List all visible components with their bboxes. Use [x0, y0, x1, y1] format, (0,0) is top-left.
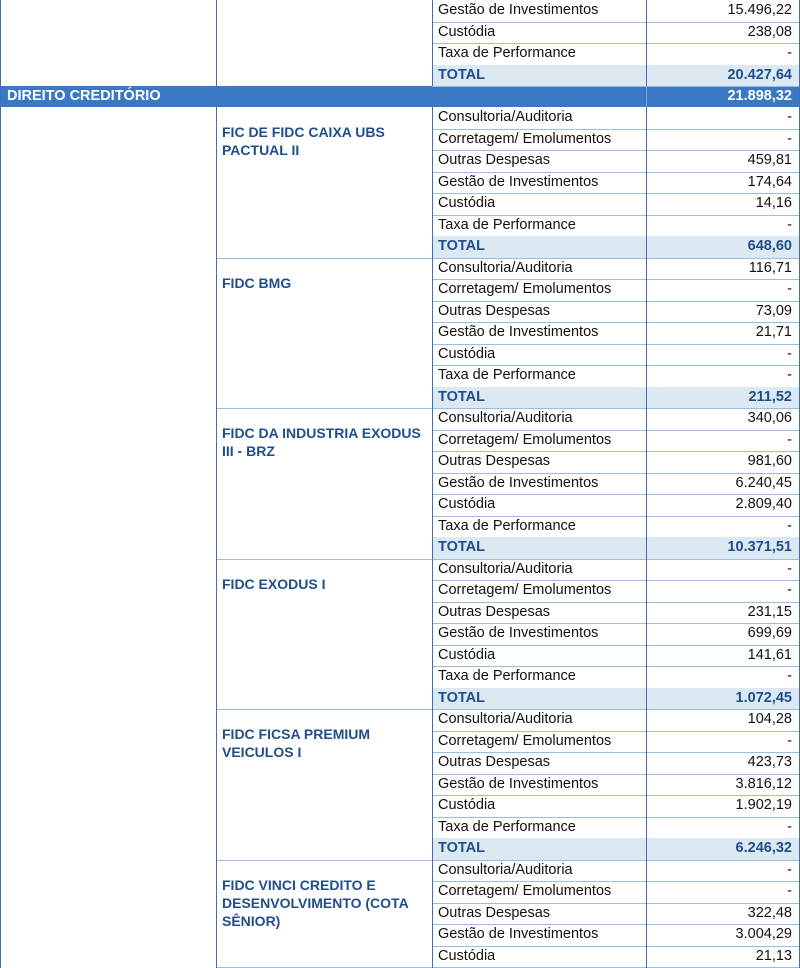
column-line: [646, 107, 647, 968]
total-label: TOTAL: [438, 840, 485, 856]
total-row: [432, 688, 800, 710]
expense-value: 231,15: [747, 603, 792, 620]
total-value: 20.427,64: [727, 66, 792, 83]
expense-value: 699,69: [747, 625, 792, 641]
total-row: [432, 387, 800, 409]
expense-label: Taxa de Performance: [438, 517, 576, 534]
expense-value: 104,28: [747, 711, 792, 727]
column-line: [216, 0, 217, 86]
expense-row: [432, 645, 800, 667]
column-line: [216, 107, 217, 968]
expense-label: Consultoria/Auditoria: [438, 560, 573, 577]
expense-row: [432, 924, 800, 946]
expense-value: -: [787, 109, 792, 125]
expense-row: [432, 752, 800, 774]
expense-value: -: [787, 345, 792, 362]
expense-label: Taxa de Performance: [438, 367, 576, 383]
total-label: TOTAL: [438, 388, 485, 405]
expense-row: [432, 774, 800, 796]
expense-label: Gestão de Investimentos: [438, 474, 599, 491]
expense-label: Outras Despesas: [438, 603, 551, 620]
expense-value: 981,60: [747, 453, 792, 469]
expense-row: [432, 516, 800, 538]
expense-label: Corretagem/ Emolumentos: [438, 582, 612, 598]
total-value: 648,60: [747, 238, 792, 254]
column-line: [646, 0, 647, 86]
expense-row: [432, 623, 800, 645]
expense-row: [432, 903, 800, 925]
expense-row: [432, 22, 800, 44]
expense-row: [432, 451, 800, 473]
expense-label: Gestão de Investimentos: [438, 173, 599, 190]
total-label: TOTAL: [438, 238, 485, 254]
expense-value: 21,71: [755, 324, 792, 340]
expense-row: [432, 860, 800, 882]
expense-label: Corretagem/ Emolumentos: [438, 732, 612, 749]
expense-value: 322,48: [747, 904, 792, 921]
expense-row: [432, 666, 800, 688]
expense-value: -: [787, 45, 792, 61]
expense-row: [432, 43, 800, 65]
expense-label: Custódia: [438, 797, 496, 813]
expense-value: -: [787, 367, 792, 383]
expense-value: -: [787, 732, 792, 749]
expense-label: Custódia: [438, 646, 496, 663]
expense-row: [432, 473, 800, 495]
expense-value: 73,09: [755, 302, 792, 319]
fund-divider: [216, 709, 432, 710]
expense-label: Consultoria/Auditoria: [438, 711, 573, 727]
expense-label: Outras Despesas: [438, 302, 551, 319]
expense-value: 3.004,29: [735, 926, 792, 942]
expense-label: Consultoria/Auditoria: [438, 861, 573, 878]
expense-label: Outras Despesas: [438, 453, 551, 469]
expense-row: [432, 946, 800, 968]
expense-row: [432, 709, 800, 731]
expense-value: -: [787, 281, 792, 297]
fund-name: FIC DE FIDC CAIXA UBS PACTUAL II: [222, 124, 385, 158]
expense-value: 340,06: [747, 410, 792, 426]
expense-label: Custódia: [438, 496, 496, 512]
expense-row: [432, 881, 800, 903]
expense-label: Consultoria/Auditoria: [438, 259, 573, 276]
fund-name: FIDC EXODUS I: [222, 575, 326, 592]
expense-label: Consultoria/Auditoria: [438, 410, 573, 426]
expense-label: Outras Despesas: [438, 152, 551, 168]
expense-row: [432, 129, 800, 151]
expense-row: [432, 795, 800, 817]
fund-divider: [216, 559, 432, 560]
expense-row: [432, 0, 800, 22]
expense-row: [432, 150, 800, 172]
total-label: TOTAL: [438, 539, 485, 555]
expense-label: Custódia: [438, 23, 496, 40]
expense-value: 15.496,22: [727, 2, 792, 18]
category-separator: [646, 86, 647, 107]
expense-row: [432, 301, 800, 323]
expense-row: [432, 602, 800, 624]
expense-value: 3.816,12: [735, 775, 792, 792]
expense-value: 423,73: [747, 754, 792, 770]
fund-name: FIDC BMG: [222, 274, 292, 291]
expense-row: [432, 193, 800, 215]
expense-label: Corretagem/ Emolumentos: [438, 281, 612, 297]
fund-name: FIDC VINCI CREDITO E DESENVOLVIMENTO (COTA SÊNIOR): [222, 876, 409, 929]
fund-divider: [216, 408, 432, 409]
expense-value: 459,81: [747, 152, 792, 168]
expense-label: Taxa de Performance: [438, 216, 576, 233]
expense-row: [432, 494, 800, 516]
expense-value: 174,64: [747, 173, 792, 190]
expense-value: -: [787, 560, 792, 577]
expense-row: [432, 559, 800, 581]
total-label: TOTAL: [438, 66, 485, 83]
expense-row: [432, 107, 800, 129]
row-divider: [432, 86, 800, 87]
expense-label: Gestão de Investimentos: [438, 2, 599, 18]
expense-row: [432, 408, 800, 430]
expense-value: -: [787, 216, 792, 233]
expense-label: Gestão de Investimentos: [438, 625, 599, 641]
expense-label: Corretagem/ Emolumentos: [438, 431, 612, 448]
expense-value: 1.902,19: [735, 797, 792, 813]
expense-value: -: [787, 582, 792, 598]
fund-divider: [216, 258, 432, 259]
expense-row: [432, 365, 800, 387]
expense-value: 21,13: [755, 947, 792, 964]
expense-value: 14,16: [755, 195, 792, 211]
expense-label: Outras Despesas: [438, 754, 551, 770]
expense-value: -: [787, 431, 792, 448]
expense-row: [432, 172, 800, 194]
expense-label: Corretagem/ Emolumentos: [438, 883, 612, 899]
expense-label: Corretagem/ Emolumentos: [438, 130, 612, 147]
expense-label: Taxa de Performance: [438, 818, 576, 835]
column-line: [432, 0, 433, 86]
fund-name: FIDC DA INDUSTRIA EXODUS III - BRZ: [222, 425, 421, 459]
expense-label: Gestão de Investimentos: [438, 324, 599, 340]
expense-row: [432, 817, 800, 839]
column-line: [432, 107, 433, 968]
expense-row: [432, 258, 800, 280]
expense-label: Custódia: [438, 947, 496, 964]
expense-label: Gestão de Investimentos: [438, 775, 599, 792]
fund-name: FIDC FICSA PREMIUM VEICULOS I: [222, 726, 371, 760]
expense-value: 141,61: [747, 646, 792, 663]
expense-row: [432, 215, 800, 237]
expense-value: -: [787, 130, 792, 147]
expense-value: -: [787, 818, 792, 835]
expense-value: -: [787, 883, 792, 899]
expense-label: Taxa de Performance: [438, 668, 576, 684]
expense-label: Custódia: [438, 345, 496, 362]
expense-value: 238,08: [747, 23, 792, 40]
total-value: 211,52: [748, 388, 792, 405]
expense-row: [432, 279, 800, 301]
total-row: [432, 838, 800, 860]
expense-value: 2.809,40: [735, 496, 792, 512]
expense-row: [432, 580, 800, 602]
expense-value: 116,71: [748, 259, 792, 276]
category-header-row: [0, 86, 800, 107]
expense-value: -: [787, 517, 792, 534]
expense-label: Consultoria/Auditoria: [438, 109, 573, 125]
total-value: 1.072,45: [735, 689, 792, 706]
fund-divider: [216, 860, 432, 861]
expense-row: [432, 344, 800, 366]
total-row: [432, 65, 800, 87]
column-line: [0, 0, 1, 968]
category-name: DIREITO CREDITÓRIO: [7, 88, 161, 104]
expense-value: -: [787, 861, 792, 878]
expense-value: -: [787, 668, 792, 684]
expense-label: Taxa de Performance: [438, 45, 576, 61]
expense-label: Gestão de Investimentos: [438, 926, 599, 942]
total-value: 10.371,51: [727, 539, 792, 555]
expense-row: [432, 322, 800, 344]
expense-row: [432, 731, 800, 753]
total-value: 6.246,32: [735, 840, 792, 856]
category-total: 21.898,32: [727, 88, 792, 104]
expense-label: Outras Despesas: [438, 904, 551, 921]
expense-value: 6.240,45: [735, 474, 792, 491]
expense-row: [432, 430, 800, 452]
total-row: [432, 236, 800, 258]
total-label: TOTAL: [438, 689, 485, 706]
expense-label: Custódia: [438, 195, 496, 211]
total-row: [432, 537, 800, 559]
